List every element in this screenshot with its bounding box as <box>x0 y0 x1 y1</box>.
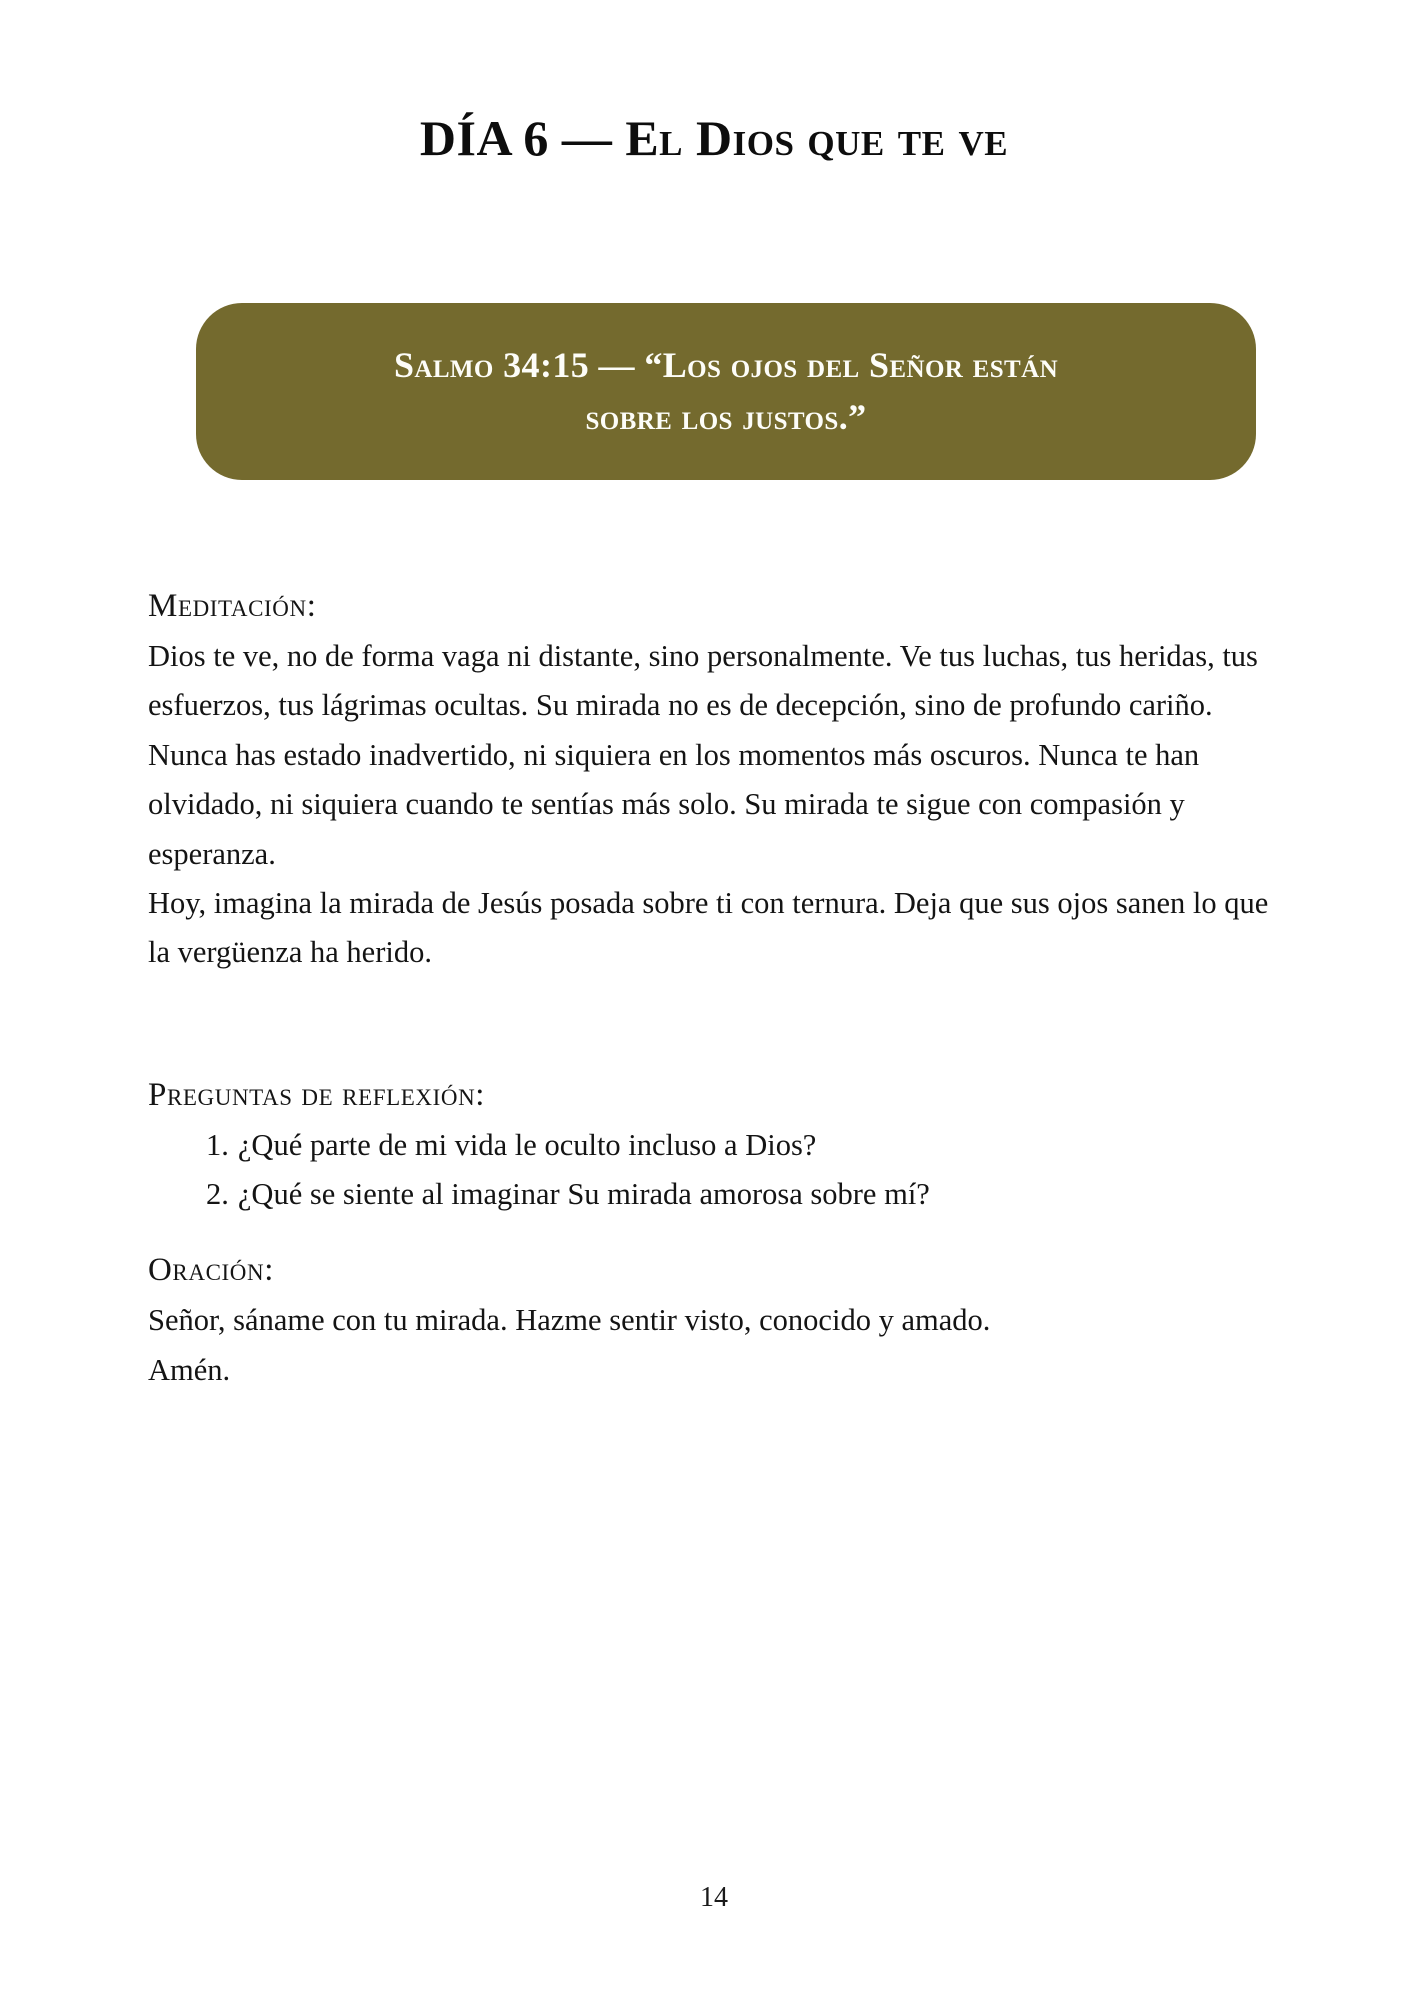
meditation-paragraph-2: Nunca has estado inadvertido, ni siquiera en los momentos más oscuros. Nunca te han olvidado, ni siquiera cuando te sentías más solo. Su mirada te sigue con compasión y esperanza. <box>148 737 1200 871</box>
meditation-paragraph-3: Hoy, imagina la mirada de Jesús posada sobre ti con ternura. Deja que sus ojos sanen lo que la vergüenza ha herido. <box>148 885 1269 970</box>
reflection-question-list <box>148 1121 1288 1220</box>
section-meditation <box>148 585 1288 978</box>
question-number: 1. <box>206 1127 229 1162</box>
verse-line-1: Salmo 34:15 — “Los ojos del Señor están <box>393 345 1059 386</box>
verse-line-2: sobre los justos.” <box>585 396 867 437</box>
section-spacer <box>148 1219 1288 1249</box>
verse-text <box>394 340 1058 442</box>
prayer-heading: Oración: <box>148 1252 274 1289</box>
question-text: ¿Qué parte de mi vida le oculto incluso a Dios? <box>237 1127 817 1162</box>
meditation-heading: Meditación: <box>148 588 317 624</box>
prayer-paragraph-2: Amén. <box>148 1352 231 1387</box>
question-number: 2. <box>206 1177 229 1212</box>
page-content <box>148 585 1288 1395</box>
prayer-paragraph-1: Señor, sáname con tu mirada. Hazme sentir visto, conocido y amado. <box>148 1303 991 1338</box>
page-number: 14 <box>700 1882 728 1913</box>
reflection-heading: Preguntas de reflexión: <box>148 1076 486 1113</box>
list-item <box>206 1121 1288 1170</box>
page-title: DÍA 6 — El Dios que te ve <box>419 110 1009 166</box>
section-reflection <box>148 1074 1288 1220</box>
list-item <box>206 1170 1288 1219</box>
section-spacer <box>148 978 1288 1074</box>
question-text: ¿Qué se siente al imaginar Su mirada amorosa sobre mí? <box>237 1177 930 1212</box>
section-prayer <box>148 1249 1288 1395</box>
verse-banner <box>196 303 1256 480</box>
meditation-paragraph-1: Dios te ve, no de forma vaga ni distante, sino personalmente. Ve tus luchas, tus heridas, tus esfuerzos, tus lágrimas ocultas. Su mirada no es de decepción, sino de profundo cariño. <box>148 638 1258 723</box>
